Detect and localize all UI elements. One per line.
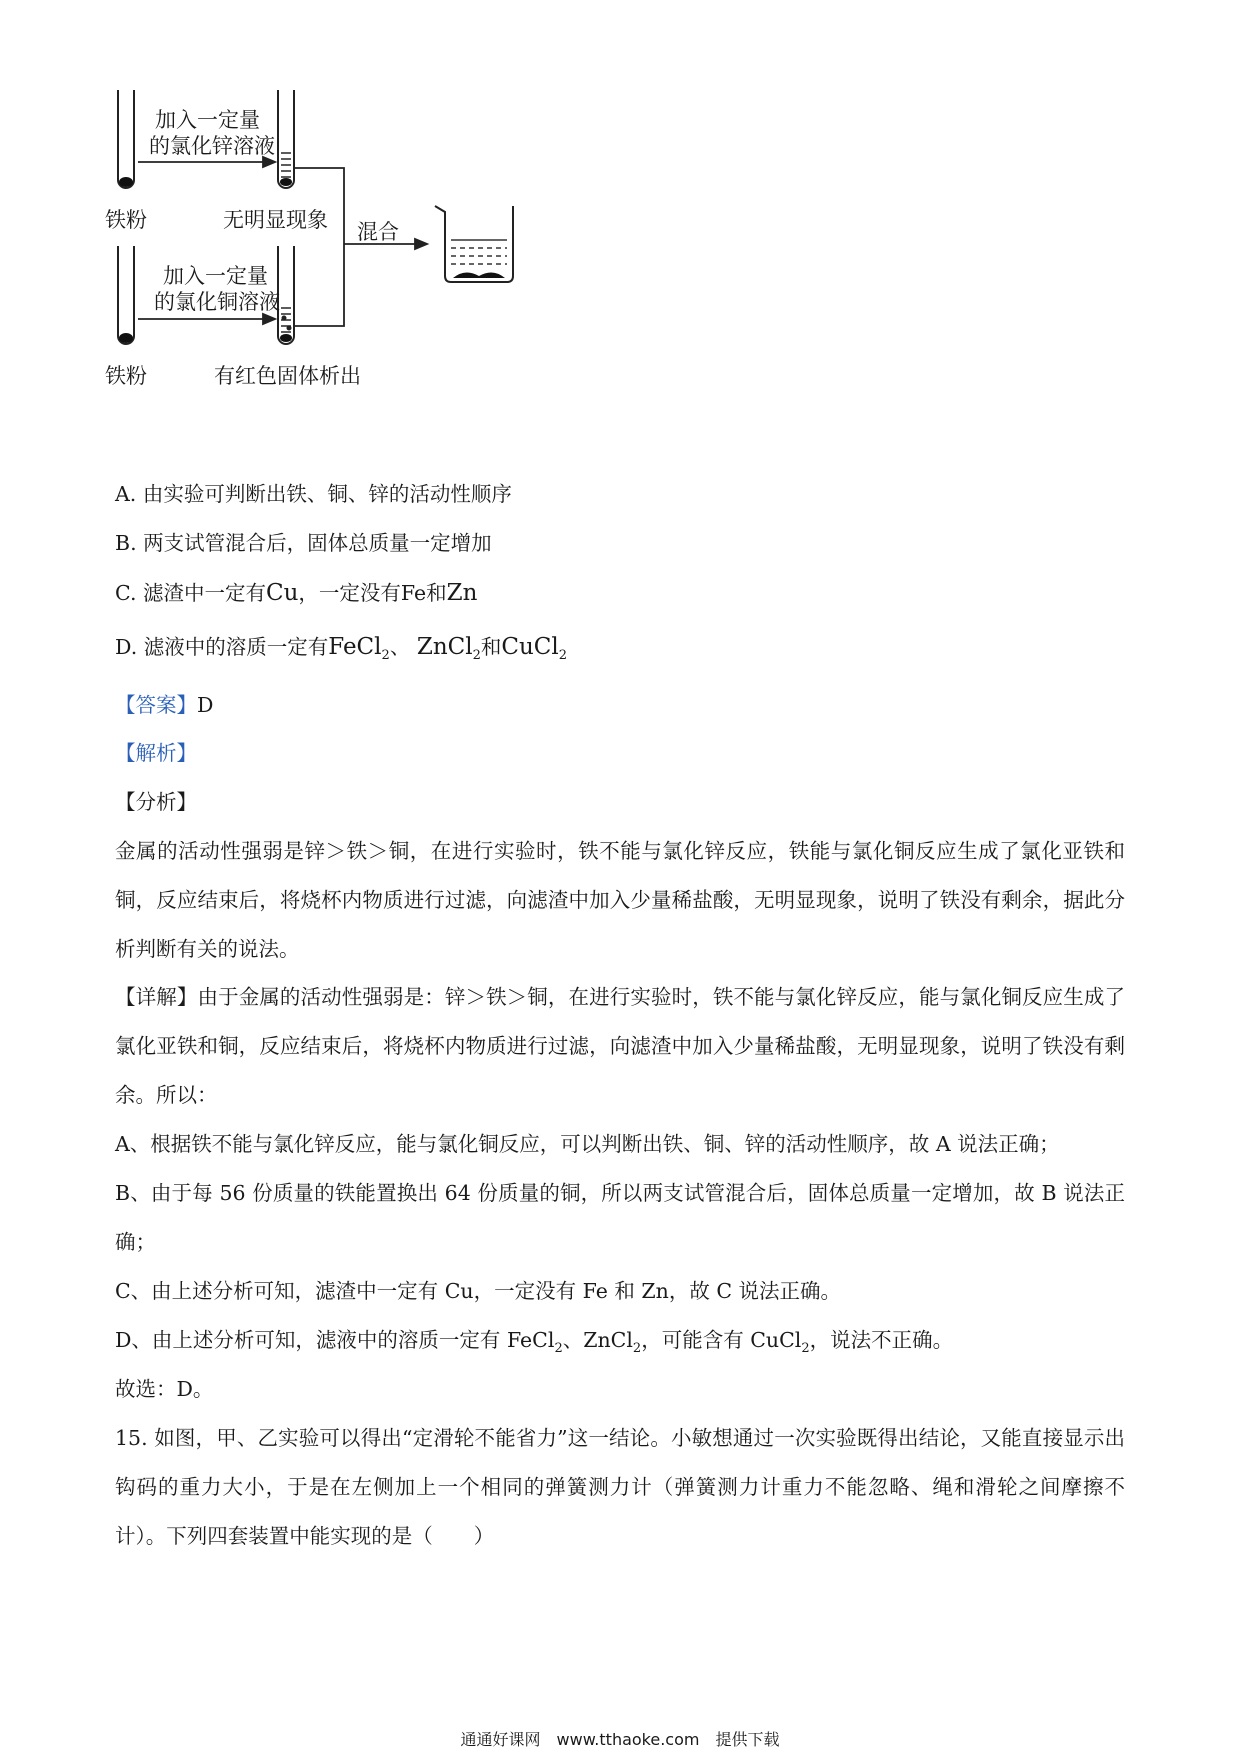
analysis-tag: 【解析】 bbox=[115, 741, 197, 765]
arrow2-label-1: 加入一定量 bbox=[163, 264, 268, 288]
test-tube-1 bbox=[118, 90, 134, 188]
option-a: A. 由实验可判断出铁、铜、锌的活动性顺序 bbox=[115, 482, 512, 506]
mix-label: 混合 bbox=[357, 220, 399, 244]
answer-line bbox=[115, 690, 213, 720]
arrow1-label-1: 加入一定量 bbox=[155, 108, 260, 132]
footer: 通通好课网 www.tthaoke.com 提供下载 bbox=[460, 1730, 780, 1749]
arrow-2-head bbox=[263, 314, 275, 324]
beaker bbox=[435, 206, 513, 282]
answer-tag: 【答案】 bbox=[115, 693, 197, 717]
mix-arrow-head bbox=[415, 239, 427, 249]
option-b: B. 两支试管混合后，固体总质量一定增加 bbox=[115, 531, 492, 555]
tube1-label: 铁粉 bbox=[105, 208, 147, 232]
arrow-1-head bbox=[263, 157, 275, 167]
explanation-a: A、根据铁不能与氯化锌反应，能与氯化铜反应，可以判断出铁、铜、锌的活动性顺序，故 A 说法正确； bbox=[115, 1132, 1060, 1156]
question-15: 15. 如图，甲、乙实验可以得出“定滑轮不能省力”这一结论。小敏想通过一次实验既得出结论，又能直接显示出钩码的重力大小，于是在左侧加上一个相同的弹簧测力计（弹簧测力计重力不能忽略、绳和滑轮之间摩擦不计）。下列四套装置中能实现的是（ ） bbox=[115, 1426, 1125, 1548]
explanation-d: D、由上述分析可知，滤液中的溶质一定有 FeCl$_2$、ZnCl$_2$，可能含有 CuCl$_2$，说法不正确。 bbox=[115, 1328, 954, 1356]
arrow2-label-2: 的氯化铜溶液 bbox=[154, 290, 280, 314]
test-tube-4 bbox=[278, 246, 294, 344]
answer-value: D bbox=[197, 693, 214, 717]
arrow1-label-2: 的氯化锌溶液 bbox=[149, 134, 275, 158]
xiangjie-paragraph: 【详解】由于金属的活动性强弱是：锌＞铁＞铜，在进行实验时，铁不能与氯化锌反应，能与氯化铜反应生成了氯化亚铁和铜，反应结束后，将烧杯内物质进行过滤，向滤渣中加入少量稀盐酸，无明显现象，说明了铁没有剩余。所以： bbox=[115, 985, 1126, 1107]
result2-label: 有红色固体析出 bbox=[214, 364, 361, 388]
test-tube-2 bbox=[278, 90, 294, 188]
option-c: C. 滤渣中一定有Cu，一定没有Fe和Zn bbox=[115, 580, 478, 606]
result1-label: 无明显现象 bbox=[223, 208, 328, 232]
fenxi-tag: 【分析】 bbox=[115, 790, 197, 814]
tube3-label: 铁粉 bbox=[105, 364, 147, 388]
experiment-diagram bbox=[105, 88, 605, 388]
explanation-b: B、由于每 56 份质量的铁能置换出 64 份质量的铜，所以两支试管混合后，固体总质量一定增加，故 B 说法正确； bbox=[115, 1181, 1125, 1254]
test-tube-3 bbox=[118, 246, 134, 344]
option-d: D. 滤液中的溶质一定有FeCl$_2$、 ZnCl$_2$和CuCl$_2$ bbox=[115, 634, 568, 663]
conclusion: 故选：D。 bbox=[115, 1377, 214, 1401]
explanation-c: C、由上述分析可知，滤渣中一定有 Cu，一定没有 Fe 和 Zn，故 C 说法正确。 bbox=[115, 1279, 842, 1303]
fenxi-paragraph: 金属的活动性强弱是锌＞铁＞铜，在进行实验时，铁不能与氯化锌反应，铁能与氯化铜反应生成了氯化亚铁和铜，反应结束后，将烧杯内物质进行过滤，向滤渣中加入少量稀盐酸，无明显现象，说明了铁没有剩余，据此分析判断有关的说法。 bbox=[115, 839, 1125, 961]
